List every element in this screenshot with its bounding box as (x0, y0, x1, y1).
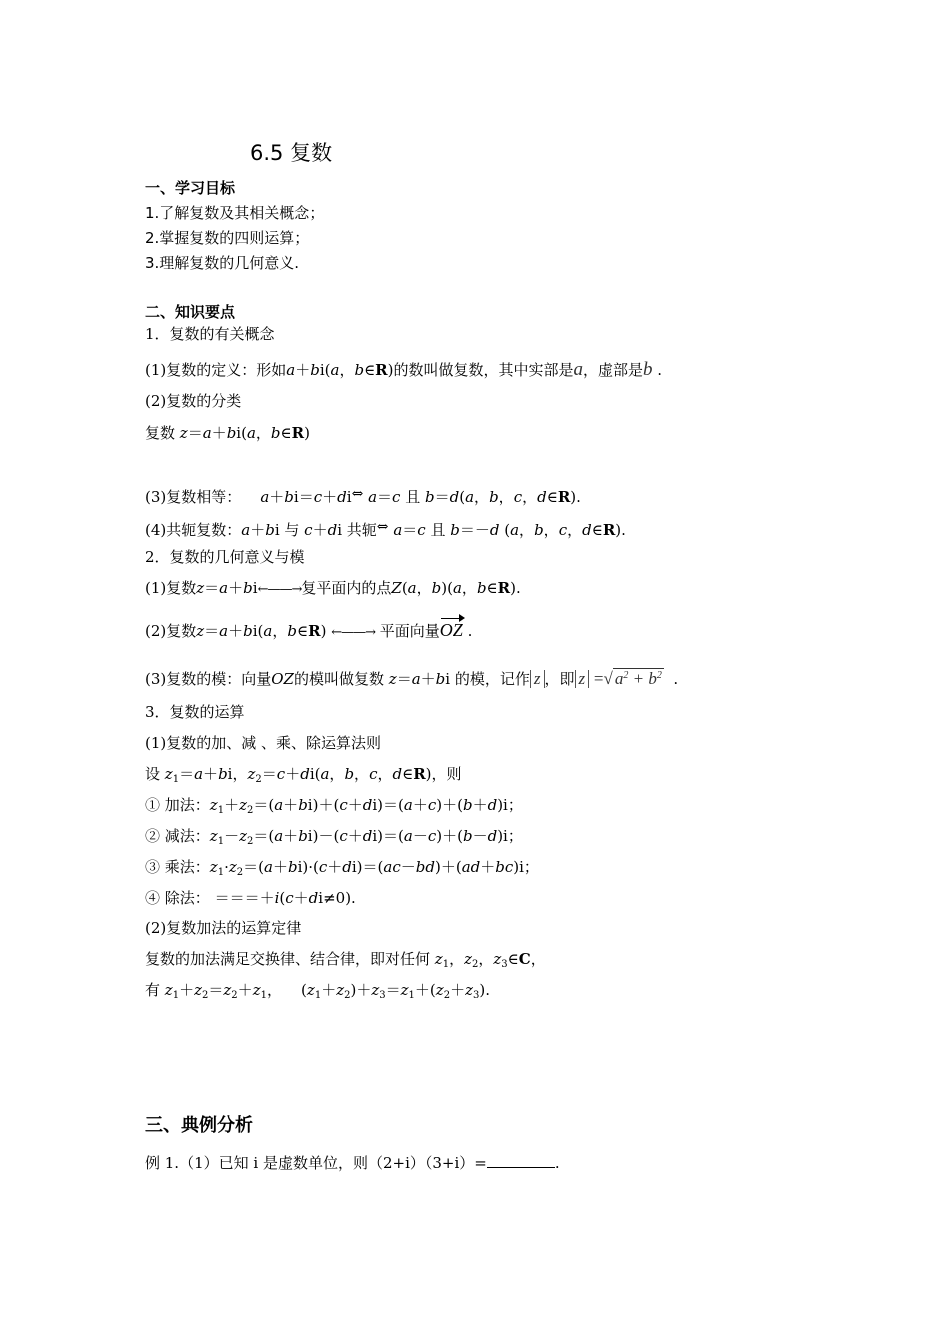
two-way-arrow-icon: ←——→ (257, 582, 302, 597)
geometry-point-text: 复平面内的点 (301, 579, 392, 597)
geometry-vector-line: (2)复数z＝a＋bi(a，b∈R) ←——→ 平面向量OZ . (145, 620, 472, 643)
operations-title: (1)复数的加、减 、乘、除运算法则 (145, 734, 382, 752)
modulus-tail: 的模，记作 (454, 670, 530, 688)
iff-icon: ⇔ (376, 519, 389, 535)
classification-title: (2)复数的分类 (145, 392, 242, 410)
equality-label: (3)复数相等： (145, 488, 242, 506)
subsection-1-title: 1．复数的有关概念 (145, 325, 275, 343)
laws-has: 有 (145, 981, 161, 999)
goal-item-1: 1.了解复数及其相关概念； (145, 204, 325, 222)
section2-heading: 二、知识要点 (145, 303, 236, 321)
geometry-point-line: (1)复数z＝a＋bi←——→复平面内的点Z(a，b)(a，b∈R). (145, 578, 521, 600)
geometry-point-label: (1)复数 (145, 579, 197, 597)
laws-formula: 有 $z_1+z_2=z_2+z_1$， $(z_1+z_2)+z_3=z_1+(z_2+z_3)$. (145, 981, 490, 1001)
modulus-z: z (530, 670, 545, 688)
sqrt-formula: =√ $a^2 + b^2$ (593, 669, 662, 688)
goal-item-2: 2.掌握复数的四则运算； (145, 229, 310, 247)
definition-line: (1)复数的定义：形如a＋bi(a，b∈R)的数叫做复数，其中实部是a，虚部是b . (145, 359, 663, 380)
operations-then: ，则 (431, 765, 462, 783)
modulus-line: (3)复数的模：向量OZ的模叫做复数 z＝a＋bi 的模，记作 z ，即 z =√ $a^2 + b^2$ . (145, 669, 679, 688)
example-1-text: 例 1.（1）已知 i 是虚数单位，则（2+i）（3+i）= (145, 1154, 487, 1172)
section1-heading: 一、学习目标 (145, 179, 236, 197)
page-title: 6.5 复数 (250, 141, 333, 165)
definition-imag: ，虚部是 (583, 361, 644, 379)
answer-blank[interactable] (487, 1153, 555, 1168)
operations-set-label: 设 (145, 765, 161, 783)
addition-rule: ① 加法：$z_1+z_2=(a+bi)+(c+di)=(a+c)+(b+d)i$； (145, 796, 523, 816)
laws-text: 复数的加法满足交换律、结合律，即对任何 $z_1$，$z_2$，$z_3\in C$， (145, 950, 546, 970)
example-1 (145, 1153, 560, 1173)
conjugate-label: (4)共轭复数： (145, 521, 242, 539)
goal-item-3: 3.理解复数的几何意义. (145, 254, 300, 272)
subtraction-rule: ② 减法：$z_1-z_2=(a+bi)-(c+di)=(a-c)+(b-d)i$； (145, 827, 523, 847)
two-way-arrow-icon: ←——→ (331, 625, 375, 640)
classification-expr-label: 复数 (145, 424, 176, 442)
geometry-vector-text: 平面向量 (379, 622, 440, 640)
multiplication-label: ③ 乘法： (145, 858, 210, 876)
geometry-vector-label: (2)复数 (145, 622, 197, 640)
division-rule: ④ 除法： ＝＝＝＋i(c＋di≠0). (145, 889, 356, 907)
equality-line: (3)复数相等： a＋bi＝c＋di⇔ a＝c 且 b＝d(a，b，c，d∈R). (145, 486, 581, 506)
division-label: ④ 除法： (145, 889, 210, 907)
multiplication-rule: ③ 乘法：$z_1\cdot z_2=(a+bi)\cdot(c+di)=(ac-bd)+(ad+bc)i$； (145, 858, 539, 878)
laws-title: (2)复数加法的运算定律 (145, 919, 302, 937)
classification-expr: 复数 z＝a＋bi(a，b∈R) (145, 424, 310, 442)
modulus-mid: 的模叫做复数 (293, 670, 384, 688)
definition-mid: 的数叫做复数，其中实部是 (393, 361, 574, 379)
operations-setup: 设 $z_1=a+bi$，$z_2=c+di(a$，b，c，d∈R)，则 (145, 765, 462, 785)
subsection-2-title: 2．复数的几何意义与模 (145, 548, 305, 566)
example-1-end: . (554, 1154, 560, 1172)
modulus-z-2: z (575, 670, 590, 688)
addition-label: ① 加法： (145, 796, 210, 814)
division-text: ＝＝＝＋ (214, 889, 275, 907)
subsection-3-title: 3．复数的运算 (145, 703, 245, 721)
subtraction-label: ② 减法： (145, 827, 210, 845)
modulus-ji: ，即 (544, 670, 575, 688)
iff-icon: ⇔ (351, 486, 364, 502)
laws-text-body: 复数的加法满足交换律、结合律，即对任何 (145, 950, 431, 968)
vector-oz: OZ (439, 620, 463, 640)
section3-heading: 三、典例分析 (145, 1115, 253, 1136)
definition-label: (1)复数的定义：形如 (145, 361, 287, 379)
modulus-label: (3)复数的模：向量 (145, 670, 272, 688)
conjugate-line: (4)共轭复数：a＋bi 与 c＋di 共轭⇔ a＝c 且 b＝－d (a，b，c，d∈R). (145, 519, 626, 539)
conjugate-text: 共轭 (346, 521, 377, 539)
